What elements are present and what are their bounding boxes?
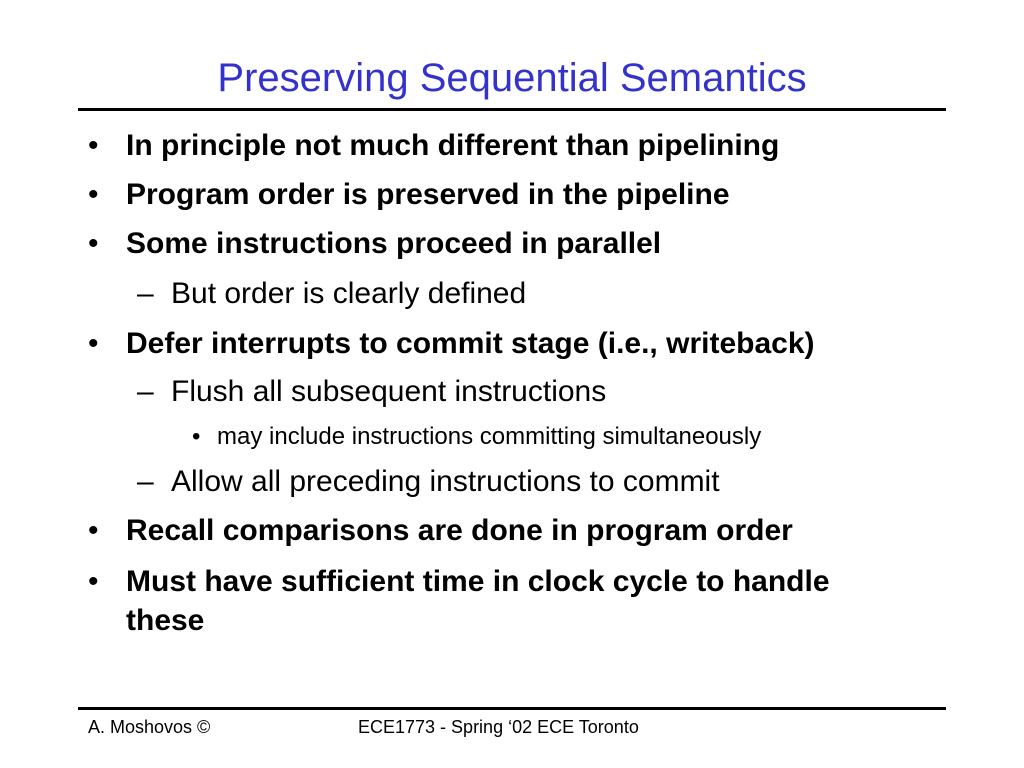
bullet-text: Flush all subsequent instructions [171, 375, 607, 408]
sub-bullet-item-2 [137, 373, 607, 411]
bullet-item-6 [88, 563, 830, 601]
bullet-text: Must have sufficient time in clock cycle to handle [126, 565, 830, 598]
bullet-marker: • [88, 178, 99, 211]
bullet-text: may include instructions committing simultaneously [217, 423, 762, 450]
dash-marker: – [137, 375, 154, 408]
bullet-marker: • [88, 565, 99, 598]
bullet-marker: • [88, 327, 99, 360]
footer-course: ECE1773 - Spring ‘02 ECE Toronto [358, 717, 639, 737]
bullet-text: But order is clearly defined [171, 277, 527, 310]
bullet-text: In principle not much different than pipelining [126, 129, 780, 162]
dash-marker: – [137, 465, 154, 498]
footer-author: A. Moshovos © [88, 717, 211, 737]
bullet-item-2 [88, 176, 730, 214]
bullet-text: Program order is preserved in the pipeline [126, 178, 730, 211]
bullet-item-5 [88, 512, 793, 550]
slide-title: Preserving Sequential Semantics [217, 56, 807, 100]
sub-bullet-item-1 [137, 275, 527, 313]
bullet-item-4 [88, 325, 815, 363]
bullet-marker: • [88, 514, 99, 547]
title-divider [78, 108, 946, 111]
sub-bullet-item-3 [137, 463, 720, 501]
footer-divider [78, 707, 946, 710]
bullet-text: Defer interrupts to commit stage (i.e., writeback) [126, 327, 815, 360]
bullet-text: Allow all preceding instructions to commit [171, 465, 720, 498]
dash-marker: – [137, 277, 154, 310]
bullet-item-3 [88, 225, 662, 263]
bullet-marker: • [192, 423, 201, 450]
bullet-marker: • [88, 129, 99, 162]
bullet-item-1 [88, 127, 780, 165]
bullet-item-6-continuation [126, 602, 204, 640]
bullet-text: Recall comparisons are done in program order [126, 514, 793, 547]
sub-sub-bullet-item-1 [192, 422, 762, 452]
bullet-text: Some instructions proceed in parallel [126, 227, 662, 260]
bullet-marker: • [88, 227, 99, 260]
bullet-text: these [126, 604, 205, 637]
